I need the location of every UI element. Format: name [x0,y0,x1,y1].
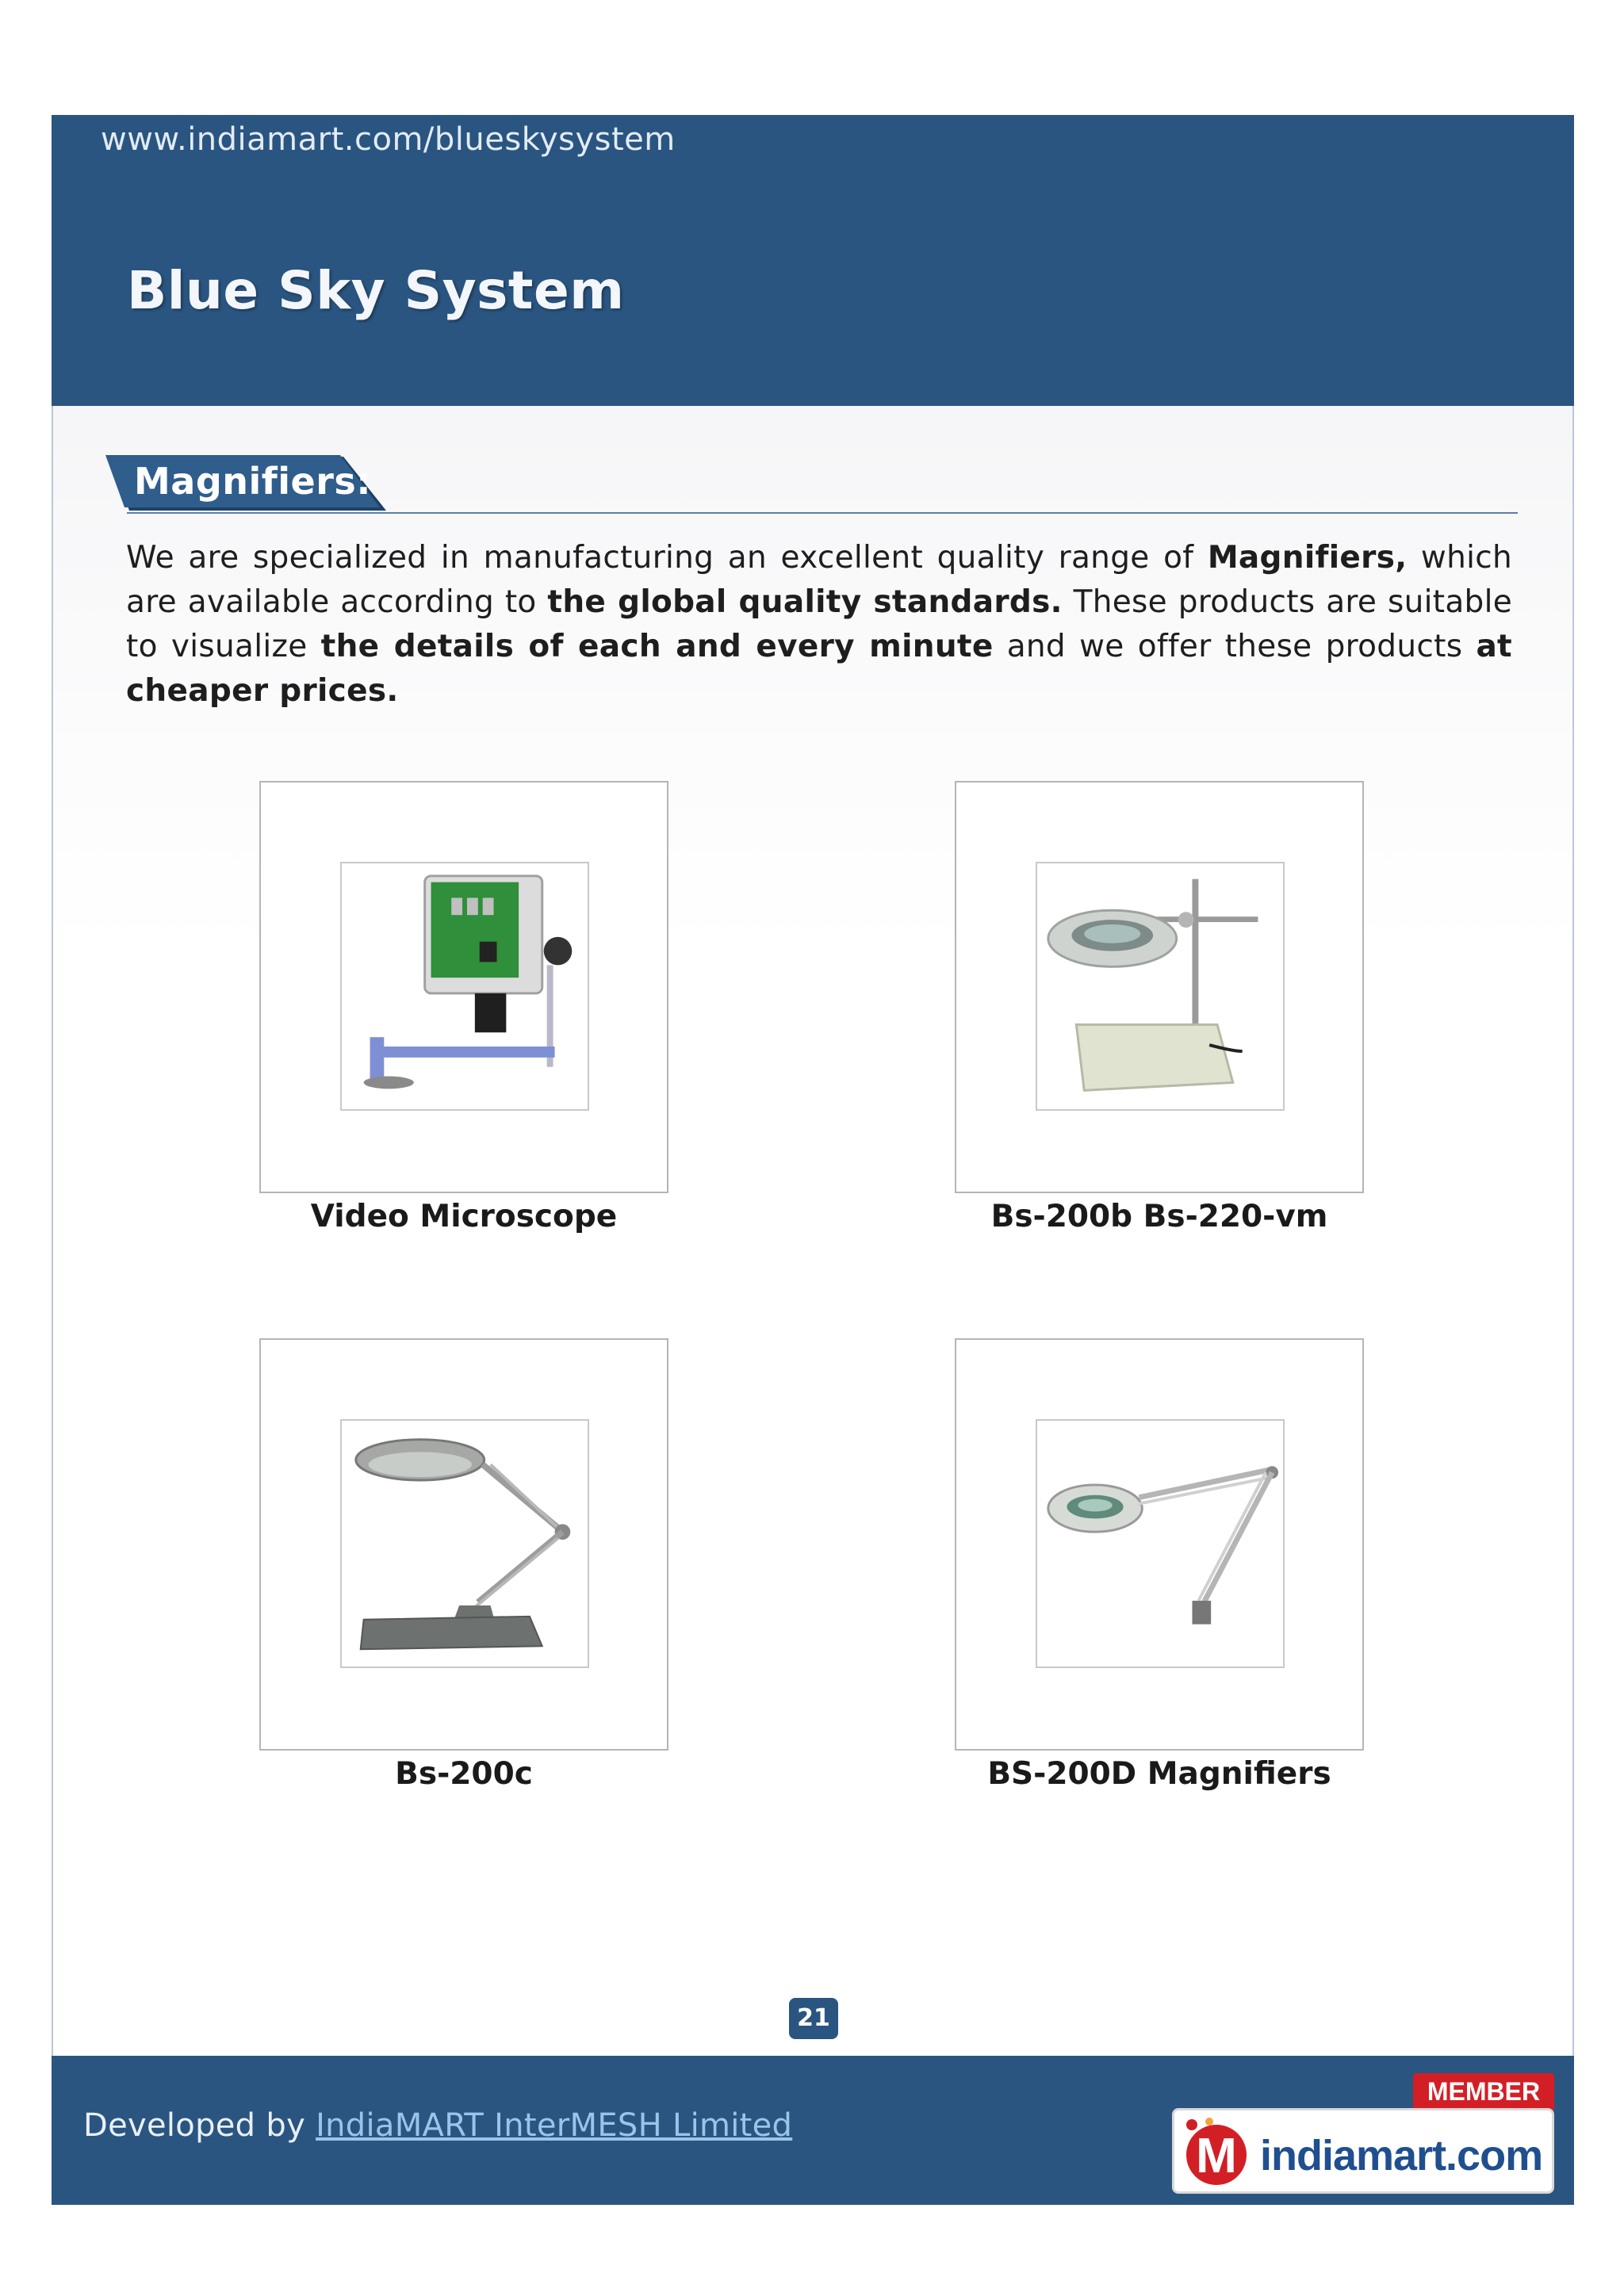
stand-magnifier-image[interactable] [1036,862,1285,1111]
product-caption[interactable]: BS-200D Magnifiers [987,1756,1331,1792]
footer-bar [52,2056,1574,2205]
section-tab [105,455,388,512]
intro-paragraph: We are specialized in manufacturing an excellent quality range of Magnifiers, which are available according to the global quality standards. These products are suitable to visualize the details of each and every minute and we offer these products at cheaper prices. [126,540,1513,709]
clamp-magnifier-lamp-image[interactable] [1036,1419,1285,1668]
indiamart-member-badge[interactable] [1172,2073,1554,2194]
video-microscope-image[interactable] [340,862,589,1111]
developer-link[interactable]: IndiaMART InterMESH Limited [316,2107,793,2144]
indiamart-wordmark: indiamart.com [1260,2132,1543,2179]
product-card-bs-200c[interactable] [259,1338,668,1751]
page-number: 21 [789,1998,838,2039]
section-divider [127,512,1518,514]
developed-by-text: Developed by IndiaMART InterMESH Limited [83,2107,793,2144]
member-label: MEMBER [1413,2073,1554,2110]
section-title: Magnifiers: [134,460,372,503]
indiamart-logo-icon [1181,2117,1252,2188]
product-caption[interactable]: Bs-200b Bs-220-vm [990,1199,1328,1234]
product-caption[interactable]: Bs-200c [395,1756,533,1792]
product-card-bs-200d[interactable] [955,1338,1364,1751]
site-url[interactable]: www.indiamart.com/blueskysystem [101,121,676,158]
arm-magnifier-lamp-image[interactable] [340,1419,589,1668]
header-banner [52,115,1574,406]
product-card-bs-200b[interactable] [955,781,1364,1193]
svg-text:M: M [1196,2129,1237,2183]
product-card-video-microscope[interactable] [259,781,668,1193]
badge-body [1172,2108,1554,2194]
product-caption[interactable]: Video Microscope [310,1199,618,1234]
company-name: Blue Sky System [127,260,625,321]
